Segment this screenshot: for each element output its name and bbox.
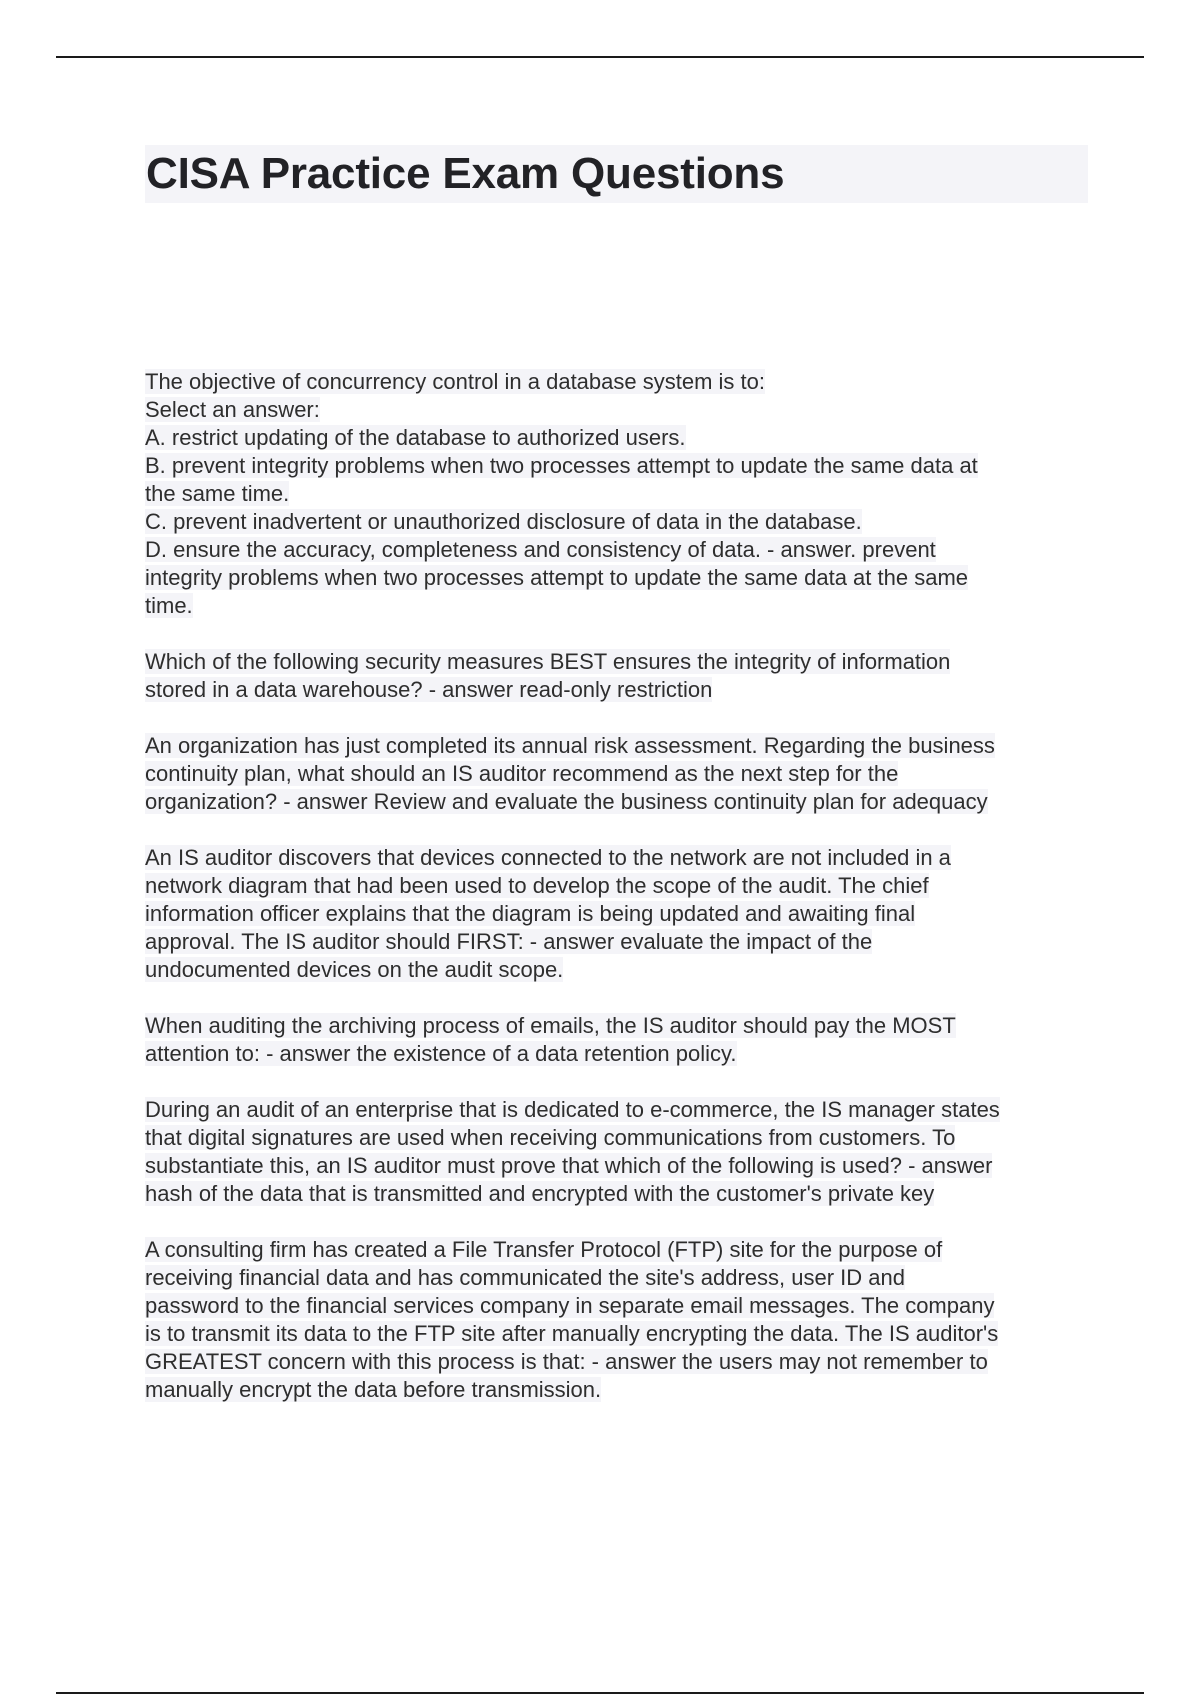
text-line — [145, 1236, 1090, 1264]
text-line-content: undocumented devices on the audit scope. — [145, 957, 564, 982]
text-line-content: substantiate this, an IS auditor must prove that which of the following is used? - answer — [145, 1153, 993, 1178]
text-line-content: C. prevent inadvertent or unauthorized disclosure of data in the database. — [145, 509, 862, 534]
text-line-content: hash of the data that is transmitted and encrypted with the customer's private key — [145, 1181, 935, 1206]
text-line — [145, 592, 1090, 620]
text-line-content: An organization has just completed its annual risk assessment. Regarding the business — [145, 733, 995, 758]
text-line-content: An IS auditor discovers that devices connected to the network are not included in a — [145, 845, 951, 870]
text-line — [145, 452, 1090, 480]
text-line-content: the same time. — [145, 481, 290, 506]
text-line-content: A consulting firm has created a File Transfer Protocol (FTP) site for the purpose of — [145, 1237, 943, 1262]
text-line — [145, 1096, 1090, 1124]
text-line — [145, 480, 1090, 508]
question-list — [145, 368, 1090, 1432]
text-line-content: information officer explains that the diagram is being updated and awaiting final — [145, 901, 916, 926]
question-item — [145, 1096, 1090, 1208]
text-line — [145, 956, 1090, 984]
text-line — [145, 676, 1090, 704]
text-line-content: When auditing the archiving process of emails, the IS auditor should pay the MOST — [145, 1013, 956, 1038]
text-line-content: Select an answer: — [145, 397, 320, 422]
text-line-content: that digital signatures are used when receiving communications from customers. To — [145, 1125, 956, 1150]
text-line-content: network diagram that had been used to develop the scope of the audit. The chief — [145, 873, 929, 898]
text-line — [145, 900, 1090, 928]
text-line-content: D. ensure the accuracy, completeness and consistency of data. - answer. prevent — [145, 537, 936, 562]
question-item — [145, 1236, 1090, 1404]
text-line — [145, 1264, 1090, 1292]
question-item — [145, 844, 1090, 984]
text-line — [145, 1292, 1090, 1320]
text-line-content: organization? - answer Review and evaluate the business continuity plan for adequacy — [145, 789, 988, 814]
text-line — [145, 1180, 1090, 1208]
text-line-content: integrity problems when two processes attempt to update the same data at the same — [145, 565, 969, 590]
text-line — [145, 844, 1090, 872]
text-line — [145, 760, 1090, 788]
text-line-content: password to the financial services company in separate email messages. The company — [145, 1293, 995, 1318]
text-line-content: The objective of concurrency control in a database system is to: — [145, 369, 765, 394]
text-line — [145, 1320, 1090, 1348]
text-line-content: GREATEST concern with this process is that: - answer the users may not remember to — [145, 1349, 988, 1374]
text-line-content: approval. The IS auditor should FIRST: - answer evaluate the impact of the — [145, 929, 873, 954]
text-line — [145, 424, 1090, 452]
question-item — [145, 648, 1090, 704]
text-line — [145, 368, 1090, 396]
text-line — [145, 536, 1090, 564]
text-line — [145, 508, 1090, 536]
text-line — [145, 396, 1090, 424]
text-line-content: is to transmit its data to the FTP site after manually encrypting the data. The IS auditor's — [145, 1321, 999, 1346]
bottom-rule — [56, 1692, 1144, 1694]
text-line-content: manually encrypt the data before transmission. — [145, 1377, 602, 1402]
text-line — [145, 788, 1090, 816]
text-line — [145, 1012, 1090, 1040]
text-line — [145, 1040, 1090, 1068]
top-rule — [56, 56, 1144, 58]
text-line — [145, 732, 1090, 760]
text-line-content: time. — [145, 593, 193, 618]
text-line-content: receiving financial data and has communicated the site's address, user ID and — [145, 1265, 905, 1290]
text-line — [145, 564, 1090, 592]
text-line-content: During an audit of an enterprise that is dedicated to e-commerce, the IS manager states — [145, 1097, 1000, 1122]
question-item — [145, 732, 1090, 816]
text-line-content: attention to: - answer the existence of a data retention policy. — [145, 1041, 737, 1066]
text-line-content: Which of the following security measures BEST ensures the integrity of information — [145, 649, 951, 674]
text-line-content: continuity plan, what should an IS auditor recommend as the next step for the — [145, 761, 899, 786]
text-line — [145, 928, 1090, 956]
question-item — [145, 1012, 1090, 1068]
text-line-content: stored in a data warehouse? - answer read-only restriction — [145, 677, 713, 702]
text-line — [145, 648, 1090, 676]
text-line — [145, 1124, 1090, 1152]
text-line — [145, 1348, 1090, 1376]
text-line — [145, 872, 1090, 900]
question-item — [145, 368, 1090, 620]
text-line-content: A. restrict updating of the database to authorized users. — [145, 425, 686, 450]
text-line — [145, 1152, 1090, 1180]
text-line-content: B. prevent integrity problems when two processes attempt to update the same data at — [145, 453, 978, 478]
page-title: CISA Practice Exam Questions — [146, 149, 785, 198]
text-line — [145, 1376, 1090, 1404]
